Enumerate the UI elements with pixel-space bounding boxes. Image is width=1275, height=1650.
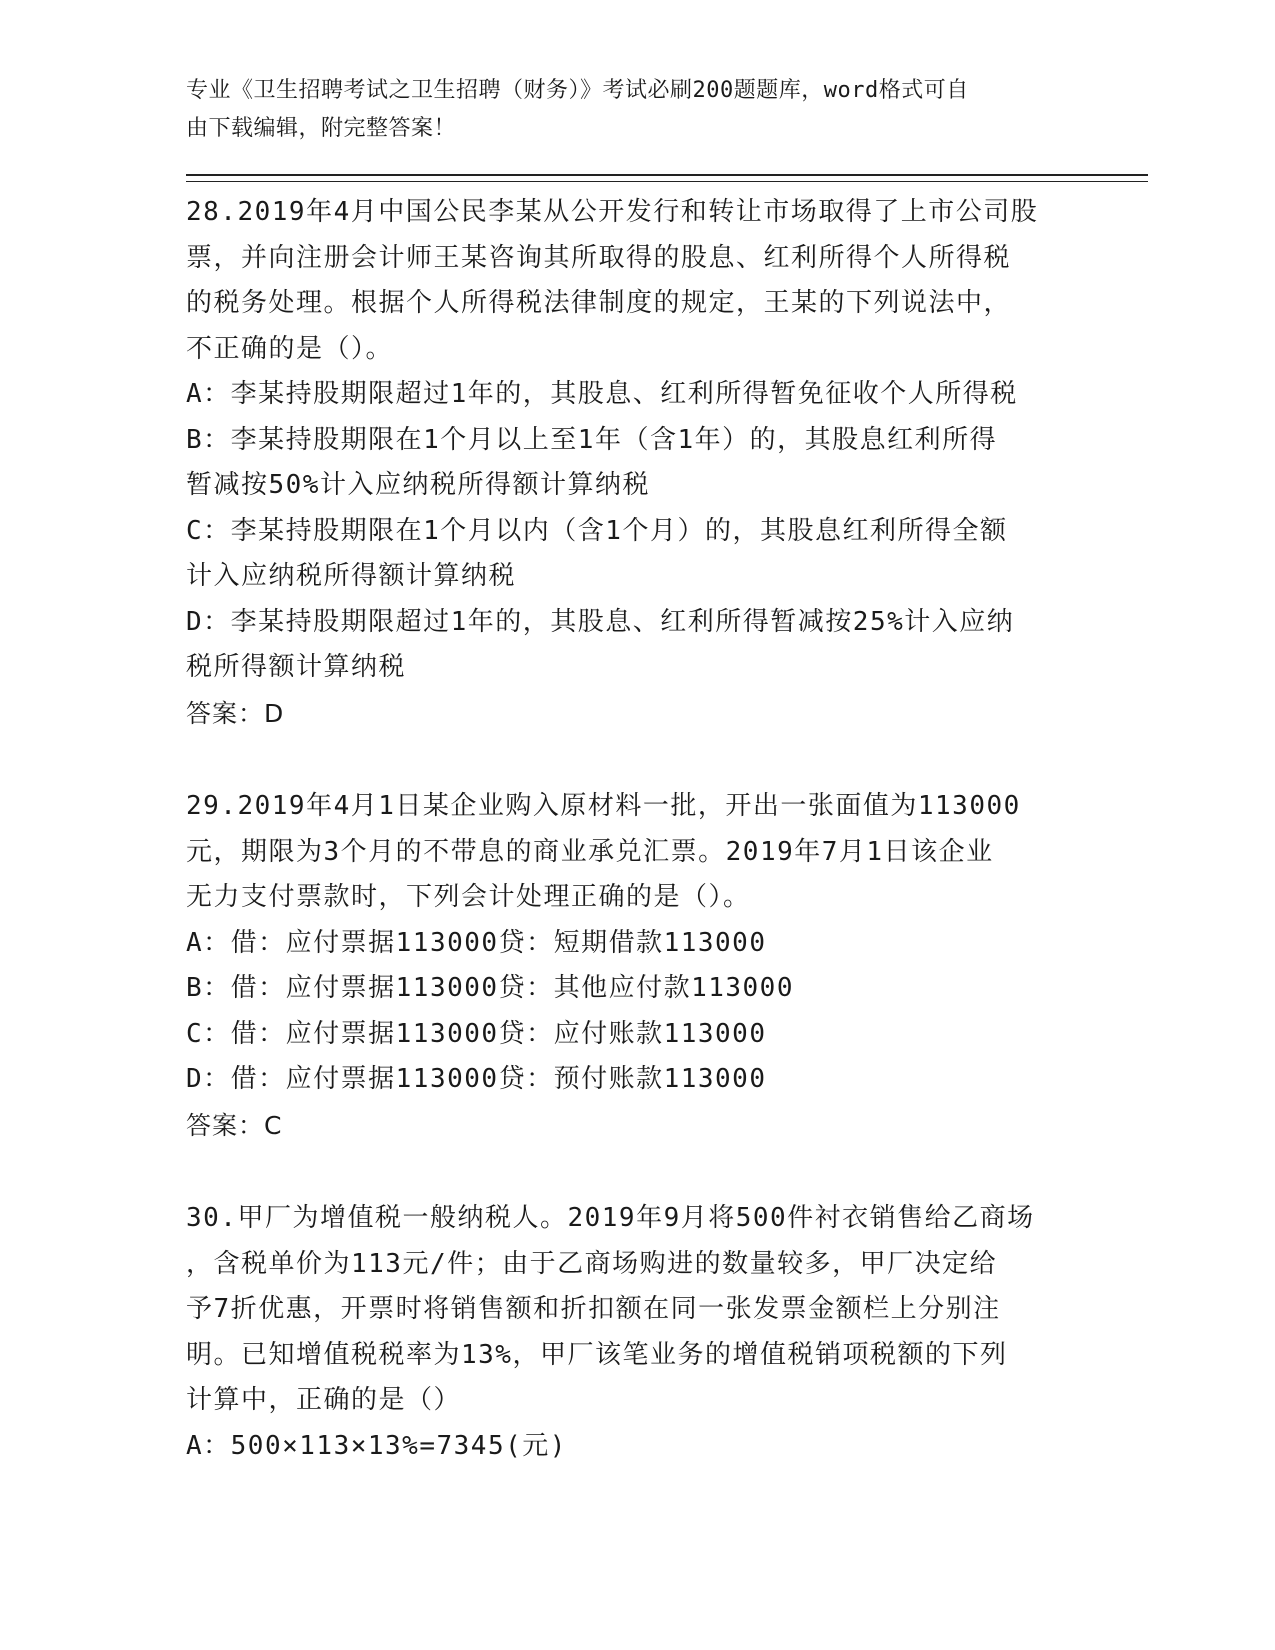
question-stem <box>186 1196 1086 1424</box>
header-rule-thick <box>186 174 1148 176</box>
stem-line: 不正确的是（）。 <box>186 333 394 364</box>
option-line: B：借：应付票据113000贷：其他应付款113000 <box>186 973 794 1003</box>
stem-line: 29.2019年4月1日某企业购入原材料一批，开出一张面值为113000 <box>186 791 1021 821</box>
option-line: D：李某持股期限超过1年的，其股息、红利所得暂减按25%计入应纳 <box>186 606 1015 637</box>
stem-line: 的税务处理。根据个人所得税法律制度的规定，王某的下列说法中， <box>186 288 1012 318</box>
document-header <box>186 72 1066 148</box>
option-d <box>186 600 1086 691</box>
stem-line: 票，并向注册会计师王某咨询其所取得的股息、红利所得个人所得税 <box>186 242 1012 273</box>
option-line: 税所得额计算纳税 <box>186 652 407 682</box>
option-line: C：李某持股期限在1个月以内（含1个月）的，其股息红利所得全额 <box>186 515 1008 546</box>
stem-line: 30.甲厂为增值税一般纳税人。2019年9月将500件衬衣销售给乙商场 <box>186 1203 1035 1233</box>
option-a <box>186 372 1086 418</box>
stem-line: 明。已知增值税税率为13%，甲厂该笔业务的增值税销项税额的下列 <box>186 1339 1008 1370</box>
option-b <box>186 966 1086 1012</box>
option-line: 暂减按50%计入应纳税所得额计算纳税 <box>186 470 650 500</box>
question-29 <box>186 784 1086 1148</box>
option-line: C：借：应付票据113000贷：应付账款113000 <box>186 1018 767 1049</box>
header-title-line-1: 专业《卫生招聘考试之卫生招聘（财务）》考试必刷200题题库，word格式可自 <box>186 78 969 103</box>
option-line: A：500×113×13%=7345(元) <box>186 1430 567 1461</box>
option-a <box>186 1424 1086 1470</box>
option-d <box>186 1057 1086 1103</box>
option-line: A：李某持股期限超过1年的，其股息、红利所得暂免征收个人所得税 <box>186 379 1018 409</box>
question-28 <box>186 190 1086 736</box>
option-line: 计入应纳税所得额计算纳税 <box>186 561 517 591</box>
option-b <box>186 418 1086 509</box>
stem-line: 计算中，正确的是（） <box>186 1385 462 1415</box>
option-c <box>186 509 1086 600</box>
question-stem <box>186 190 1086 372</box>
option-a <box>186 921 1086 967</box>
stem-line: 元，期限为3个月的不带息的商业承兑汇票。2019年7月1日该企业 <box>186 836 994 867</box>
option-line: B：李某持股期限在1个月以上至1年（含1年）的，其股息红利所得 <box>186 424 998 455</box>
option-line: A：借：应付票据113000贷：短期借款113000 <box>186 927 767 958</box>
stem-line: 无力支付票款时，下列会计处理正确的是（）。 <box>186 882 751 912</box>
answer-label: 答案：D <box>186 698 285 728</box>
stem-line: ，含税单价为113元/件；由于乙商场购进的数量较多，甲厂决定给 <box>186 1248 998 1279</box>
option-c <box>186 1012 1086 1058</box>
stem-line: 予7折优惠，开票时将销售额和折扣额在同一张发票金额栏上分别注 <box>186 1294 1001 1324</box>
question-30 <box>186 1196 1086 1469</box>
questions-list <box>186 190 1086 1517</box>
question-stem <box>186 784 1086 921</box>
header-rule-thin <box>186 181 1148 182</box>
answer-label: 答案：C <box>186 1110 283 1140</box>
stem-line: 28.2019年4月中国公民李某从公开发行和转让市场取得了上市公司股 <box>186 197 1039 227</box>
option-line: D：借：应付票据113000贷：预付账款113000 <box>186 1064 767 1094</box>
header-title-line-2: 由下载编辑，附完整答案！ <box>186 116 457 141</box>
